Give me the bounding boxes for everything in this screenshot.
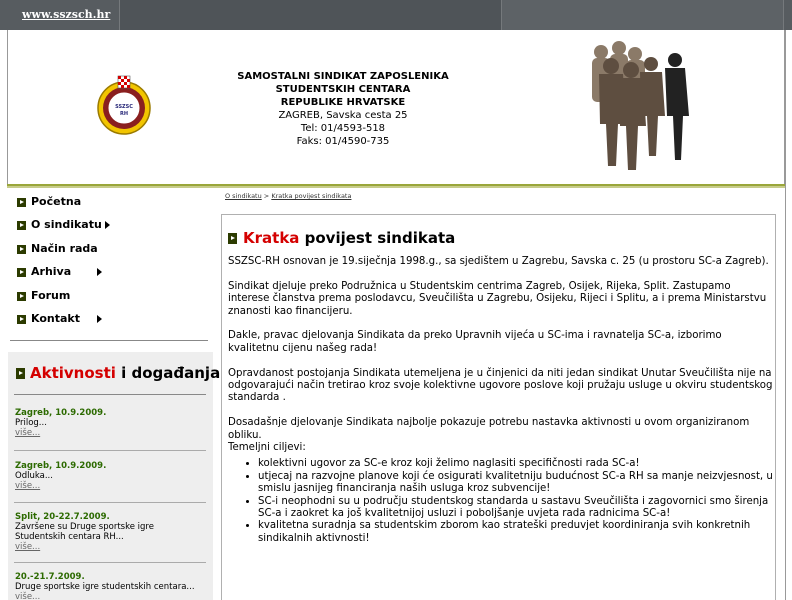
nav-bullet-icon — [17, 292, 26, 301]
goal-item: • utjecaj na razvojne planove koji će osigurati kvalitetniju budućnost SC-a RH sa manje neizvjesnost, u smislu jasnijeg financiranja naših usluga kroz subvencije! — [258, 471, 773, 496]
goal-item: • kvalitetna suradnja sa studentskim zborom kao strateški preduvjet koordiniranja svih konkretnih sindikalnih aktivnosti! — [258, 520, 773, 545]
top-bar — [0, 0, 792, 30]
nav-item-label: Način rada — [31, 241, 98, 255]
breadcrumb — [225, 192, 351, 200]
breadcrumb-link-current[interactable]: Kratka povijest sindikata — [271, 192, 352, 200]
nav-item-label: Forum — [31, 288, 71, 302]
content-panel — [221, 214, 776, 600]
nav-item-label: O sindikatu — [31, 218, 102, 232]
submenu-arrow-icon — [105, 221, 110, 229]
goals-list — [258, 458, 773, 545]
activity-more-link[interactable]: više... — [15, 542, 41, 552]
activity-divider — [14, 450, 206, 451]
org-phone: Tel: 01/4593-518 — [300, 123, 386, 134]
nav-bullet-icon — [17, 268, 26, 277]
nav-divider — [10, 340, 208, 341]
activity-more-link[interactable]: više... — [15, 428, 41, 438]
organization-info — [208, 70, 478, 148]
activities-divider — [14, 394, 206, 395]
activity-date: Zagreb, 10.9.2009. — [15, 408, 107, 418]
breadcrumb-link-o-sindikatu[interactable]: O sindikatu — [225, 192, 262, 200]
article-paragraph: Opravdanost postojanja Sindikata utemeljena je u činjenici da niti jedan sindikat Unutar Sveučilišta nije na odgovarajući način tretirao kroz svoje kolektivne ugovore poslove koji pružaju usluge u okviru studentskog standarda . — [228, 367, 773, 404]
breadcrumb-separator: > — [261, 192, 272, 200]
org-name-line3: REPUBLIKE HRVATSKE — [280, 97, 406, 108]
logo-text-top: SSZSC — [115, 104, 133, 110]
activity-date: Split, 20-22.7.2009. — [15, 512, 110, 522]
goals-heading: Temeljni ciljevi: — [228, 442, 306, 454]
nav-bullet-icon — [17, 245, 26, 254]
nav-item-label: Kontakt — [31, 311, 80, 325]
activities-title-red: Aktivnosti — [30, 364, 116, 382]
activity-text: Odluka... — [15, 471, 53, 481]
activity-item — [15, 408, 211, 438]
top-bar-segment — [502, 0, 784, 30]
page-title-red: Kratka — [243, 229, 300, 247]
title-bullet-icon — [16, 368, 25, 379]
nav-item-nacin-rada[interactable] — [8, 237, 212, 260]
org-name-line2: STUDENTSKIH CENTARA — [275, 84, 411, 95]
main-nav — [8, 190, 212, 330]
activity-divider — [14, 502, 206, 503]
header-divider-light — [7, 186, 785, 188]
org-fax: Faks: 01/4590-735 — [296, 136, 390, 147]
nav-item-pocetna[interactable] — [8, 190, 212, 213]
activity-item — [15, 461, 211, 491]
article-body — [228, 256, 773, 545]
goal-item: • SC-i neophodni su u području studentskog standarda u sastavu Sveučilišta i zagovornici smo širenja SC-a i zaokret ka još kvalitetnijoj usluzi i poboljšanje uvjeta rada radnicima SC-a! — [258, 496, 773, 521]
nav-bullet-icon — [17, 315, 26, 324]
nav-item-label: Arhiva — [31, 265, 72, 279]
activity-item — [15, 512, 211, 552]
activity-divider — [14, 562, 206, 563]
activity-text: Druge sportske igre studentskih centara... — [15, 582, 195, 592]
page-title — [228, 229, 455, 247]
nav-bullet-icon — [17, 221, 26, 230]
nav-item-arhiva[interactable] — [8, 260, 212, 283]
header — [7, 30, 785, 184]
nav-item-o-sindikatu[interactable] — [8, 213, 212, 236]
activities-title-rest: i događanja — [115, 364, 221, 382]
activity-text: Prilog... — [15, 418, 47, 428]
activity-more-link[interactable]: više... — [15, 592, 41, 600]
page-right-border — [785, 30, 792, 600]
activity-more-link[interactable]: više... — [15, 481, 41, 491]
org-name-line1: SAMOSTALNI SINDIKAT ZAPOSLENIKA — [237, 71, 449, 82]
logo-text-bottom: RH — [119, 111, 129, 117]
people-group-image — [571, 36, 699, 176]
nav-item-label: Početna — [31, 195, 82, 208]
activities-panel — [8, 352, 221, 600]
page-title-rest: povijest sindikata — [299, 229, 456, 247]
org-address: ZAGREB, Savska cesta 25 — [278, 110, 408, 121]
activity-item — [15, 572, 211, 600]
union-logo-icon[interactable] — [96, 72, 152, 136]
goal-item: • kolektivni ugovor za SC-e kroz koji želimo naglasiti specifičnosti rada SC-a! — [258, 458, 773, 470]
title-bullet-icon — [228, 233, 237, 244]
article-paragraph: Dosadašnje djelovanje Sindikata najbolje pokazuje potrebu nastavka aktivnosti u ovom organiziranom obliku. — [228, 417, 750, 441]
submenu-arrow-icon — [97, 268, 102, 276]
nav-bullet-icon — [17, 198, 26, 207]
activity-date: 20.-21.7.2009. — [15, 572, 85, 582]
article-paragraph: Sindikat djeluje preko Podružnica u Studentskim centrima Zagreb, Osijek, Rijeka, Split. Zastupamo interese članstva prema poslodavcu, Sveučilišta u Zagrebu, Osijeku, Rijeci i Splitu, a i prema Ministarstvu znanosti kao financijeru. — [228, 280, 767, 317]
nav-item-kontakt[interactable] — [8, 307, 212, 330]
nav-item-forum[interactable] — [8, 284, 212, 307]
activity-date: Zagreb, 10.9.2009. — [15, 461, 107, 471]
article-paragraph: Dakle, pravac djelovanja Sindikata da preko Upravnih vijeća u SC-ima i ravnatelja SC-a, izborimo kvalitetnu cijenu našeg rada! — [228, 330, 722, 354]
submenu-arrow-icon — [97, 315, 102, 323]
site-url-link[interactable]: www.sszsch.hr — [22, 8, 111, 21]
activity-text: Završene su Druge sportske igre Studentskih centara RH... — [15, 522, 154, 542]
article-paragraph: SSZSC-RH osnovan je 19.siječnja 1998.g., sa sjedištem u Zagrebu, Savska c. 25 (u prostoru SC-a Zagreb). — [228, 256, 769, 267]
activities-title — [16, 364, 220, 382]
top-bar-segment — [120, 0, 502, 30]
